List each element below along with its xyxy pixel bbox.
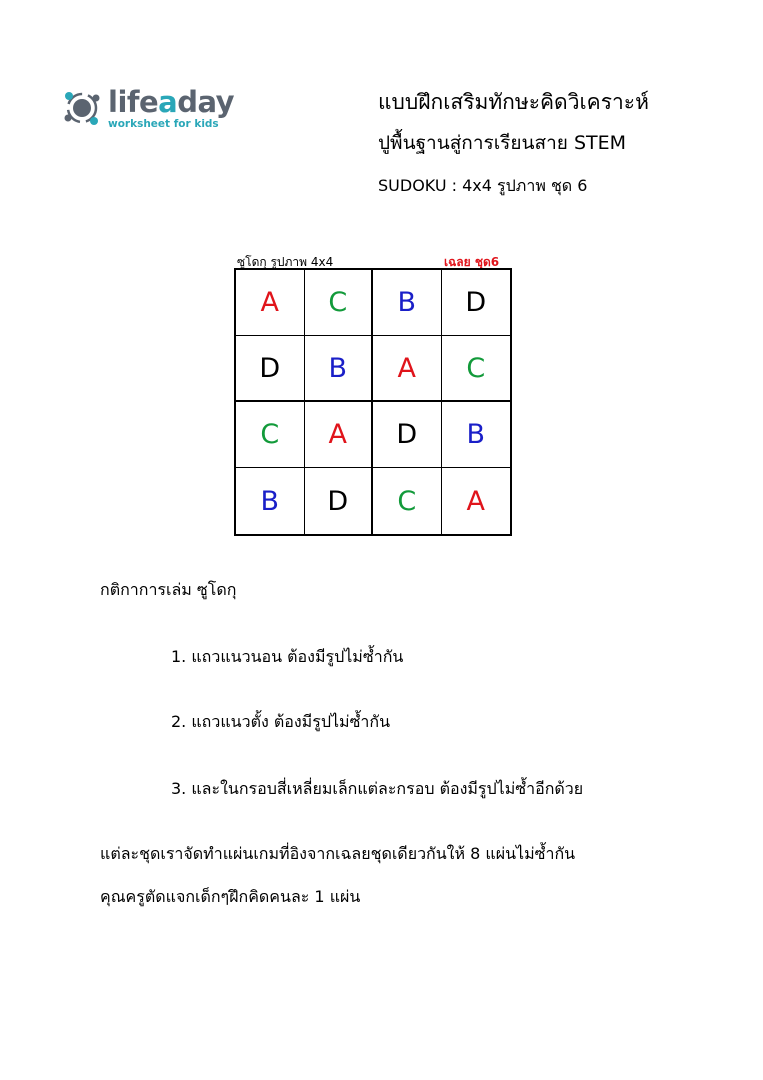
sudoku-cell: B: [305, 336, 374, 402]
sudoku-cell: C: [373, 468, 442, 534]
logo: [60, 84, 235, 134]
worksheet-set-label: SUDOKU : 4x4 รูปภาพ ชุด 6: [378, 176, 588, 195]
worksheet-subtitle: ปูพื้นฐานสู่การเรียนสาย STEM: [378, 132, 627, 154]
rules-title: กติกาการเล่ม ซูโดกุ: [100, 580, 237, 599]
sudoku-cell: C: [236, 402, 305, 468]
rule-item: 2. แถวแนวตั้ง ต้องมีรูปไม่ซ้ำกัน: [171, 712, 391, 731]
sudoku-cell: C: [442, 336, 511, 402]
worksheet-title: แบบฝึกเสริมทักษะคิดวิเคราะห์: [378, 90, 649, 114]
sudoku-cell: A: [236, 270, 305, 336]
molecule-logo-icon: [60, 86, 104, 130]
answer-key-label: เฉลย ชุด6: [444, 255, 500, 269]
sudoku-cell: D: [236, 336, 305, 402]
sudoku-cell: A: [305, 402, 374, 468]
rule-item: 1. แถวแนวนอน ต้องมีรูปไม่ซ้ำกัน: [171, 647, 404, 666]
logo-tagline: worksheet for kids: [108, 118, 219, 130]
logo-wordmark: lifeaday: [108, 85, 235, 119]
sudoku-cell: A: [373, 336, 442, 402]
note-text: แต่ละชุดเราจัดทำแผ่นเกมที่อิงจากเฉลยชุดเดียวกันให้ 8 แผ่นไม่ซ้ำกัน: [100, 844, 576, 863]
sudoku-cell: D: [442, 270, 511, 336]
note-text: คุณครูตัดแจกเด็กๆฝึกคิดคนละ 1 แผ่น: [100, 887, 361, 906]
sudoku-cell: D: [305, 468, 374, 534]
sudoku-cell: B: [236, 468, 305, 534]
sudoku-cell: B: [442, 402, 511, 468]
sudoku-caption: ซูโดกุ รูปภาพ 4x4: [237, 255, 334, 269]
sudoku-cell: D: [373, 402, 442, 468]
sudoku-cell: B: [373, 270, 442, 336]
sudoku-grid: [234, 268, 512, 536]
rule-item: 3. และในกรอบสี่เหลี่ยมเล็กแต่ละกรอบ ต้องมีรูปไม่ซ้ำอีกด้วย: [171, 779, 584, 798]
sudoku-cell: C: [305, 270, 374, 336]
sudoku-cell: A: [466, 485, 485, 517]
